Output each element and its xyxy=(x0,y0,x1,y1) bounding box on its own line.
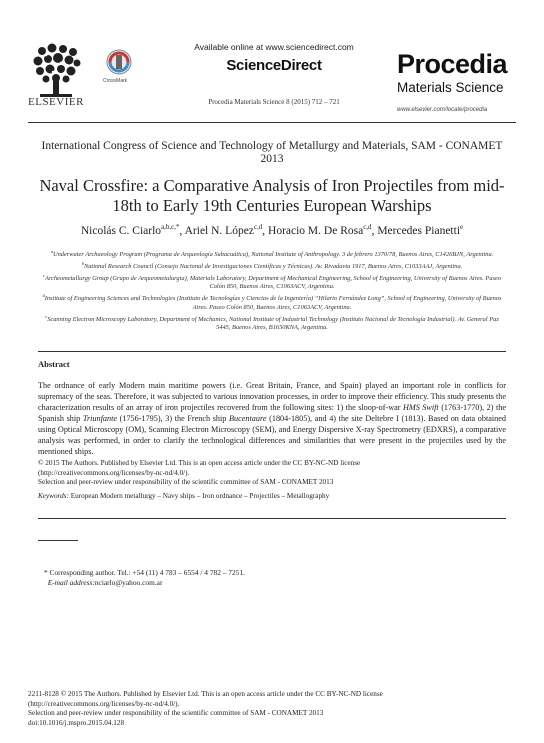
affiliation xyxy=(38,272,506,292)
keywords-text: European Modern metallurgy – Navy ships – Iron ordnance – Projectiles – Metallography xyxy=(68,492,330,500)
abstract-top-rule xyxy=(38,351,506,352)
email-label: E-mail address: xyxy=(47,577,95,587)
page-footer xyxy=(28,690,516,728)
affiliation-marker: a xyxy=(50,249,53,254)
available-online-line: Available online at www.sciencedirect.com xyxy=(194,42,354,52)
journal-url[interactable]: www.elsevier.com/locate/procedia xyxy=(397,107,488,113)
affiliation-marker: b xyxy=(81,261,84,267)
author-affiliation-marker: c,d xyxy=(363,223,372,231)
affiliation-marker: e xyxy=(45,313,48,319)
abstract-text: (1804-1805), and 4) the site Deltebre I (1813). Based on data obtained using Optical Microscopy (OM), Scanning Electron Microscopy (SEM), and Energy Dispersive X-ray Spectrometry (EDXRS), a comparative analysis was performed, in order to clarify the technological differences and similarities that were present in the projectiles used by the mentioned ships. xyxy=(38,414,506,456)
footer-review-line: Selection and peer-review under responsibility of the scientific committee of SAM - CONAMET 2013 xyxy=(28,709,324,718)
abstract-body xyxy=(38,380,506,457)
article-title: Naval Crossfire: a Comparative Analysis of Iron Projectiles from mid-18th to Early 19th Centuries European Warships xyxy=(39,176,505,215)
affiliation xyxy=(38,313,506,333)
sciencedirect-wordmark[interactable]: ScienceDirect xyxy=(226,57,322,74)
license-link[interactable]: (http://creativecommons.org/licenses/by-nc-nd/4.0/). xyxy=(38,468,190,477)
affiliation-text: Scanning Electron Microscopy Laboratory, Department of Mechanics, National Institute of Industrial Technology (Instituto Nacional de Tecnología Industrial). Av. General Paz 5445, Buenos Aires, B1650KNA, Argentina. xyxy=(47,315,499,332)
crossmark-label: CrossMark xyxy=(103,78,128,84)
header-rule xyxy=(28,122,516,123)
corresponding-author-line: * Corresponding author. Tel.: +54 (11) 4 783 – 6554 / 4 782 – 7251. xyxy=(44,568,245,577)
abstract-text: (1756-1795), 3) the French ship xyxy=(117,414,230,423)
license-line: © 2015 The Authors. Published by Elsevier Ltd. This is an open access article under the CC BY-NC-ND license xyxy=(38,459,361,467)
corresponding-author-footnote xyxy=(44,568,504,587)
ship-name: Bucentaure xyxy=(229,414,267,423)
keywords-label: Keywords: xyxy=(38,492,69,500)
email-line xyxy=(44,578,504,588)
keywords-line xyxy=(38,492,506,500)
affiliation-marker: c xyxy=(42,273,45,279)
publisher-logo-text: ELSEVIER xyxy=(28,96,84,108)
abstract-heading: Abstract xyxy=(38,359,70,369)
author-name: Ariel N. López xyxy=(184,224,254,237)
affiliation xyxy=(38,248,506,259)
license-block xyxy=(38,459,506,488)
affiliation-list xyxy=(38,248,506,333)
journal-brand-title: Procedia xyxy=(397,49,508,79)
author-affiliation-marker: c,d xyxy=(253,223,263,231)
author-name: Mercedes Pianetti xyxy=(377,224,461,237)
author-affiliation-marker: e xyxy=(460,223,464,231)
ship-name: Triunfante xyxy=(82,414,117,423)
author-name: Horacio M. De Rosa xyxy=(268,224,364,237)
author-affiliation-marker: a,b,c,* xyxy=(161,223,180,231)
author-name: Nicolás C. Ciarlo xyxy=(80,224,162,237)
footer-license-link[interactable]: (http://creativecommons.org/licenses/by-nc-nd/4.0/). xyxy=(28,699,180,708)
email-address[interactable]: nciarlo@yahoo.com.ar xyxy=(94,577,163,587)
footer-issn-line: 2211-8128 © 2015 The Authors. Published by Elsevier Ltd. This is an open access article under the CC BY-NC-ND license xyxy=(28,690,383,698)
affiliation xyxy=(38,292,506,312)
abstract-text: The ordnance of early Modern main maritime powers (i.e. Great Britain, France, and Spain) played an important role in conflicts for supremacy of the seas. Therefore, it was subjected to various innovation processes, in order to improve their efficiency. This study presents the characterization results of an array of iron projectiles recovered from the following sites: 1) the sloop-of-war xyxy=(38,381,506,412)
affiliation-text: Underwater Archaeology Program (Programa de Arqueología Subacuática), National Institute of Anthropology. 3 de febrero 1370/78, Buenos Aires, C1426BJN, Argentina. xyxy=(52,251,494,259)
affiliation-marker: d xyxy=(42,293,45,299)
abstract-text: (1763-1770), 2) the Spanish ship xyxy=(38,403,506,423)
affiliation-text: National Research Council (Consejo Nacional de Investigaciones Científicas y Técnicas). Av. Rivadavia 1917, Buenos Aires, C1033AAJ, Argentina. xyxy=(83,263,463,271)
journal-brand-subtitle: Materials Science xyxy=(397,80,504,95)
affiliation-text: Institute of Engineering Sciences and Technologies (Instituto de Tecnologías y Ciencias de la Ingeniería) “Hilario Fernández Long”, School of Engineering, University of Buenos Aires. Paseo Colón 850, Buenos Aires, C1063ACV, Argentina. xyxy=(44,295,502,311)
affiliation xyxy=(38,260,506,271)
ship-name: HMS Swift xyxy=(403,403,439,412)
license-line: Selection and peer-review under responsibility of the scientific committee of SAM - CONAMET 2013 xyxy=(38,478,334,487)
abstract-bottom-rule xyxy=(38,518,506,519)
journal-citation: Procedia Materials Science 8 (2015) 712 – 721 xyxy=(208,98,340,106)
author-list: Nicolás C. Ciarlo$^{a,b,c,*}$, Ariel N. López$^{c,d}$, Horacio M. De Rosa$^{c,d}$, Mercedes Pianetti$^e$ xyxy=(80,223,464,237)
footer-doi[interactable]: doi:10.1016/j.mspro.2015.04.128 xyxy=(28,718,125,727)
conference-name: International Congress of Science and Technology of Metallurgy and Materials, SAM - CONAMET 2013 xyxy=(41,140,503,165)
footnote-rule xyxy=(38,540,78,541)
affiliation-text: Archeometallurgy Group (Grupo de Arqueometalurgia), Materials Laboratory, Department of Mechanical Engineering, School of Engineering, University of Buenos Aires. Paseo Colón 850, Buenos Aires, C1063ACV, Argentina. xyxy=(44,275,502,291)
